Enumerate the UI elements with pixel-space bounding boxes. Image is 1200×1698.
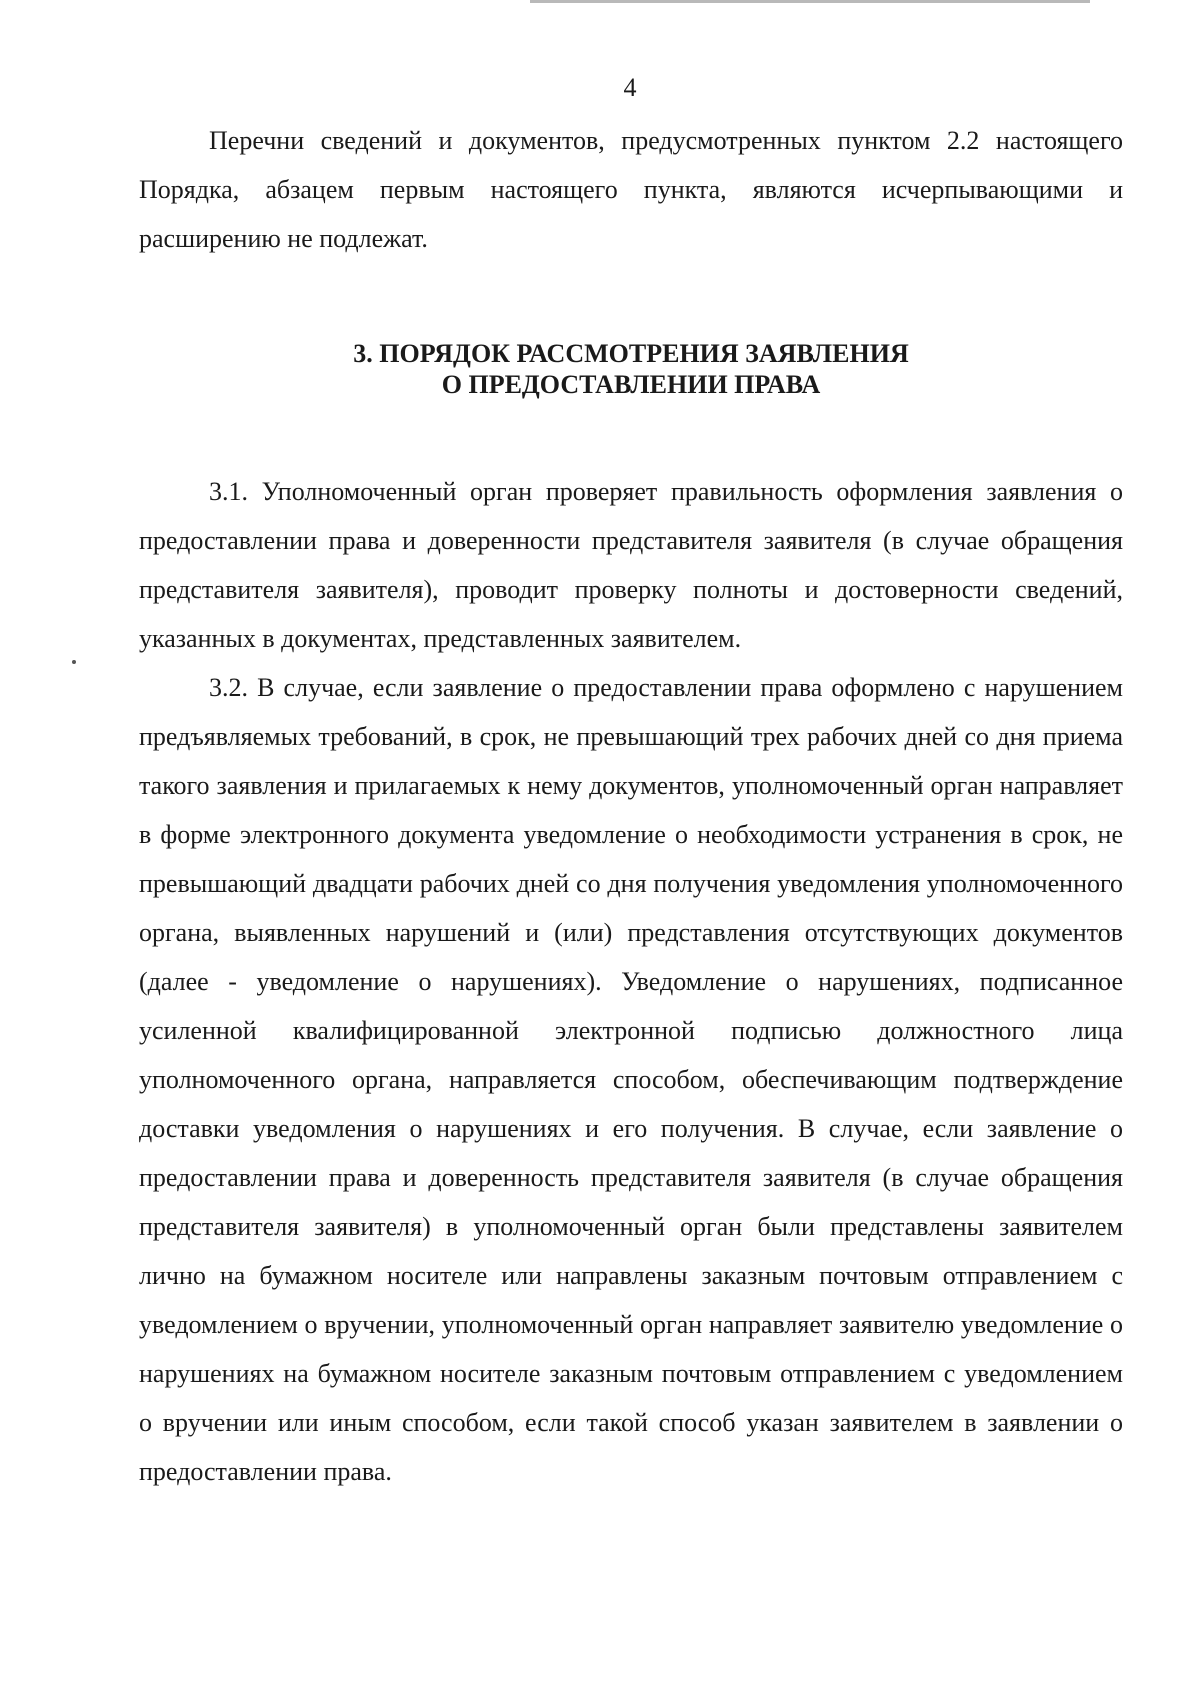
section-3-heading: [139, 338, 1123, 400]
section-3-heading-line1: 3. ПОРЯДОК РАССМОТРЕНИЯ ЗАЯВЛЕНИЯ: [353, 339, 909, 368]
section-3-heading-line2: О ПРЕДОСТАВЛЕНИИ ПРАВА: [441, 370, 821, 399]
intro-paragraph: Перечни сведений и документов, предусмотренных пунктом 2.2 настоящего Порядка, абзацем первым настоящего пункта, являются исчерпывающими и расширению не подлежат.: [139, 126, 1123, 253]
paragraph-3-1: 3.1. Уполномоченный орган проверяет правильность оформления заявления о предоставлении права и доверенности представителя заявителя (в случае обращения представителя заявителя), проводит проверку полноты и достоверности сведений, указанных в документах, представленных заявителем.: [139, 477, 1123, 653]
paragraph-3-2: 3.2. В случае, если заявление о предоставлении права оформлено с нарушением предъявляемых требований, в срок, не превышающий трех рабочих дней со дня приема такого заявления и прилагаемых к нему документов, уполномоченный орган направляет в форме электронного документа уведомление о необходимости устранения в срок, не превышающий двадцати рабочих дней со дня получения уведомления уполномоченного органа, выявленных нарушений и (или) представления отсутствующих документов (далее - уведомление о нарушениях). Уведомление о нарушениях, подписанное усиленной квалифицированной электронной подписью должностного лица уполномоченного органа, направляется способом, обеспечивающим подтверждение доставки уведомления о нарушениях и его получения. В случае, если заявление о предоставлении права и доверенность представителя заявителя (в случае обращения представителя заявителя) в уполномоченный орган были представлены заявителем лично на бумажном носителе или направлены заказным почтовым отправлением с уведомлением о вручении, уполномоченный орган направляет заявителю уведомление о нарушениях на бумажном носителе заказным почтовым отправлением с уведомлением о вручении или иным способом, если такой способ указан заявителем в заявлении о предоставлении права.: [139, 673, 1123, 1486]
page-number: 4: [623, 73, 637, 102]
scan-edge-rule: [530, 0, 1090, 3]
section-3-body: [139, 467, 1123, 1496]
scan-speck: [72, 660, 76, 664]
intro-text-block: [139, 116, 1123, 263]
